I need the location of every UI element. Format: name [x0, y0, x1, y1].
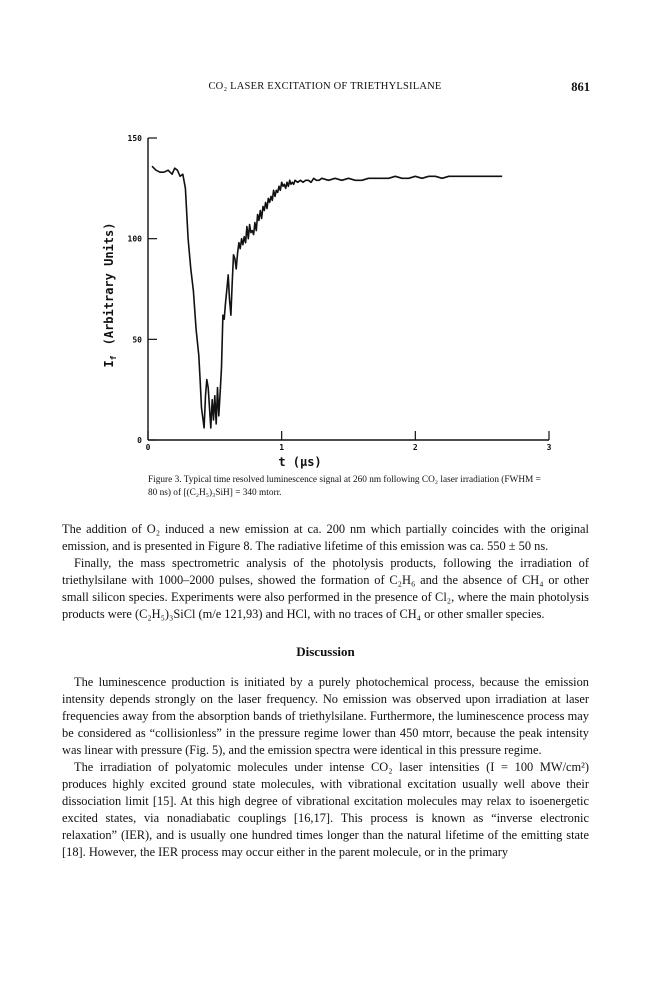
x-tick-label: 1: [279, 443, 285, 452]
section-heading: Discussion: [296, 644, 355, 659]
y-tick-label: 100: [127, 234, 142, 244]
svg-text:If(Arbitrary Units): [102, 223, 118, 368]
y-axis-label-main: (Arbitrary Units): [102, 222, 116, 346]
y-axis-label-symbol: I: [102, 360, 116, 368]
luminescence-chart: [0, 0, 648, 475]
x-tick-label: 3: [546, 443, 552, 452]
chart-ticks: [128, 134, 552, 452]
y-tick-label: 150: [127, 134, 142, 143]
x-tick-label: 2: [412, 443, 418, 452]
y-tick-label: 50: [132, 335, 142, 345]
paragraph-mass-spectrometry: Finally, the mass spectrometric analysis of the photolysis products, following the irradiation of triethylsilane with 1000–2000 pulses, showed the formation of C₂H₆ and the absence of CH₄ or other small silicon species. Experiments were also performed in the presence of Cl₂, where the main photolysis products were (C₂H₅)₃SiCl (m/e 121,93) and HCl, with no traces of CH₄ or other smaller species.: [62, 556, 589, 621]
series-line: [152, 166, 502, 428]
page-number: 861: [571, 80, 590, 94]
y-axis-label-subscript: f: [109, 355, 118, 361]
running-title: CO₂ LASER EXCITATION OF TRIETHYLSILANE: [208, 81, 442, 92]
x-tick-label: 0: [145, 443, 151, 452]
y-tick-label: 0: [137, 436, 142, 445]
results-text: [62, 521, 589, 623]
x-axis-label: t (μs): [278, 455, 322, 469]
figure-caption: Figure 3. Typical time resolved luminescence signal at 260 nm following CO₂ laser irradiation (FWHM = 80 ns) of [(C₂H₅)₃SiH] = 340 mtorr.: [148, 475, 541, 498]
paragraph-oxygen-emission: The addition of O₂ induced a new emission at ca. 200 nm which partially coincides with the original emission, and is presented in Figure 8. The radiative lifetime of this emission was ca. 550 ± 50 ns.: [62, 522, 589, 553]
y-axis-label: [102, 223, 118, 368]
paragraph-luminescence-production: The luminescence production is initiated by a purely photochemical process, because the emission intensity depends strongly on the laser frequency. No emission was observed upon irradiation at laser frequencies away from the absorption bands of triethylsilane. Furthermore, the luminescence process may be considered as “collisionless” in the pressure regime lower than 450 mtorr, because the peak intensity was linear with pressure (Fig. 5), and the emission spectra were identical in this pressure regime.: [62, 675, 589, 757]
paragraph-irradiation: The irradiation of polyatomic molecules under intense CO₂ laser intensities (I = 100 MW/cm²) produces highly excited ground state molecules, with vibrational excitation usually well above their dissociation limit [15]. At this high degree of vibrational excitation molecules may relax to isoenergetic excited states, via nonadiabatic couplings [16,17]. This process is known as “inverse electronic relaxation” (IER), and is usually one hundred times longer than the natural lifetime of the emitting state [18]. However, the IER process may occur either in the parent molecule, or in the primary: [62, 760, 589, 859]
discussion-text: [62, 674, 589, 861]
